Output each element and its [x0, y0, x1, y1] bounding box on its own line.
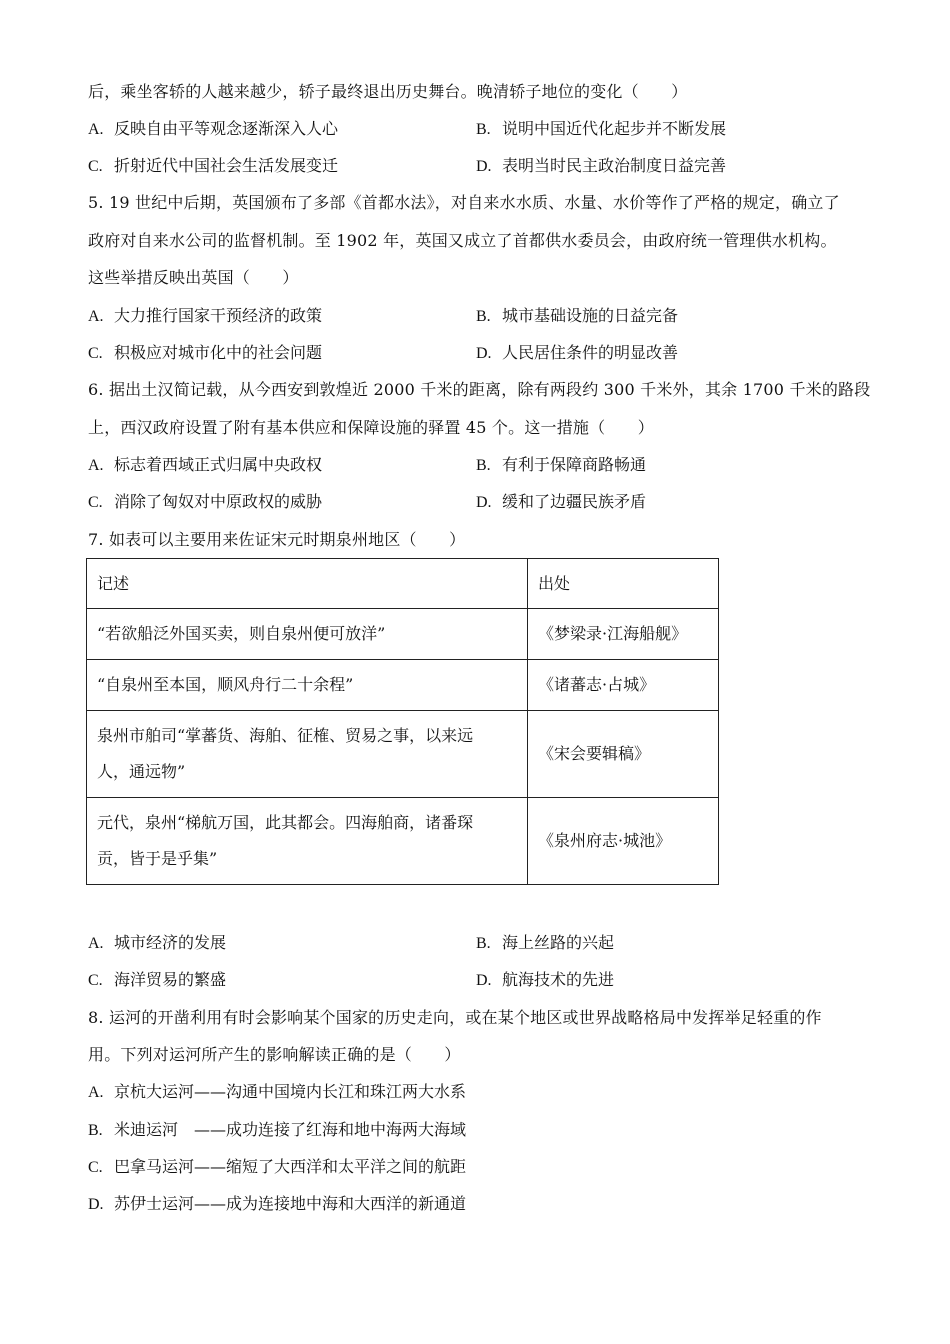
- q5-option-b: B. 城市基础设施的日益完备: [476, 306, 679, 325]
- q4-option-c: C. 折射近代中国社会生活发展变迁: [88, 156, 339, 175]
- q5-option-d: D. 人民居住条件的明显改善: [476, 343, 679, 362]
- q7-option-c: C. 海洋贸易的繁盛: [88, 970, 227, 989]
- q6-option-d: D. 缓和了边疆民族矛盾: [476, 492, 647, 511]
- q4-option-d: D. 表明当时民主政治制度日益完善: [476, 156, 727, 175]
- table-row: [87, 609, 719, 660]
- q4-stem-tail: 后，乘坐客轿的人越来越少，轿子最终退出历史舞台。晚清轿子地位的变化（ ）: [88, 82, 688, 101]
- table-cell-source: 《诸蕃志·占城》: [528, 660, 719, 711]
- table-cell-record: “自泉州至本国，顺风舟行二十余程”: [87, 660, 528, 711]
- table-row: [87, 798, 719, 885]
- q6-option-c: C. 消除了匈奴对中原政权的威胁: [88, 492, 323, 511]
- q7-option-a: A. 城市经济的发展: [88, 933, 227, 952]
- q7-stem: 7. 如表可以主要用来佐证宋元时期泉州地区（ ）: [88, 530, 466, 549]
- table-cell-source: 《宋会要辑稿》: [528, 711, 719, 798]
- q4-option-a: A. 反映自由平等观念逐渐深入人心: [88, 119, 339, 138]
- q6-stem-line-2: 上，西汉政府设置了附有基本供应和保障设施的驿置 45 个。这一措施（ ）: [88, 418, 654, 437]
- q6-option-a: A. 标志着西域正式归属中央政权: [88, 455, 323, 474]
- q8-option-d: D. 苏伊士运河——成为连接地中海和大西洋的新通道: [88, 1194, 467, 1213]
- q8-option-b: B. 米迪运河 ——成功连接了红海和地中海两大海域: [88, 1120, 467, 1139]
- q8-option-a: A. 京杭大运河——沟通中国境内长江和珠江两大水系: [88, 1082, 467, 1101]
- q5-option-c: C. 积极应对城市化中的社会问题: [88, 343, 323, 362]
- table-header-row: [87, 559, 719, 609]
- table-cell-source: 《泉州府志·城池》: [528, 798, 719, 885]
- q8-stem-line-1: 8. 运河的开凿利用有时会影响某个国家的历史走向，或在某个地区或世界战略格局中发挥举足轻重的作: [88, 1008, 822, 1027]
- table-cell-record: 元代，泉州“梯航万国，此其都会。四海舶商，诸番琛 贡，皆于是乎集”: [87, 798, 528, 885]
- q6-stem-line-1: 6. 据出土汉简记载，从今西安到敦煌近 2000 千米的距离，除有两段约 300 千米外，其余 1700 千米的路段: [88, 380, 871, 399]
- q5-option-a: A. 大力推行国家干预经济的政策: [88, 306, 323, 325]
- table-header-source: 出处: [528, 559, 719, 609]
- q8-stem-line-2: 用。下列对运河所产生的影响解读正确的是（ ）: [88, 1045, 461, 1064]
- q5-stem-line-2: 政府对自来水公司的监督机制。至 1902 年，英国又成立了首都供水委员会，由政府统一管理供水机构。: [88, 231, 837, 250]
- q7-source-table: [86, 558, 719, 885]
- q5-stem-line-1: 5. 19 世纪中后期，英国颁布了多部《首都水法》，对自来水水质、水量、水价等作了严格的规定，确立了: [88, 193, 840, 212]
- table-header-record: 记述: [87, 559, 528, 609]
- table-cell-record: 泉州市舶司“掌蕃货、海舶、征榷、贸易之事，以来远 人，通远物”: [87, 711, 528, 798]
- q6-option-b: B. 有利于保障商路畅通: [476, 455, 647, 474]
- table-cell-record: “若欲船泛外国买卖，则自泉州便可放洋”: [87, 609, 528, 660]
- q4-option-b: B. 说明中国近代化起步并不断发展: [476, 119, 727, 138]
- q5-stem-line-3: 这些举措反映出英国（ ）: [88, 268, 299, 287]
- q7-option-b: B. 海上丝路的兴起: [476, 933, 615, 952]
- q7-option-d: D. 航海技术的先进: [476, 970, 615, 989]
- table-cell-source: 《梦梁录·江海船舰》: [528, 609, 719, 660]
- table-row: [87, 660, 719, 711]
- table-row: [87, 711, 719, 798]
- q8-option-c: C. 巴拿马运河——缩短了大西洋和太平洋之间的航距: [88, 1157, 467, 1176]
